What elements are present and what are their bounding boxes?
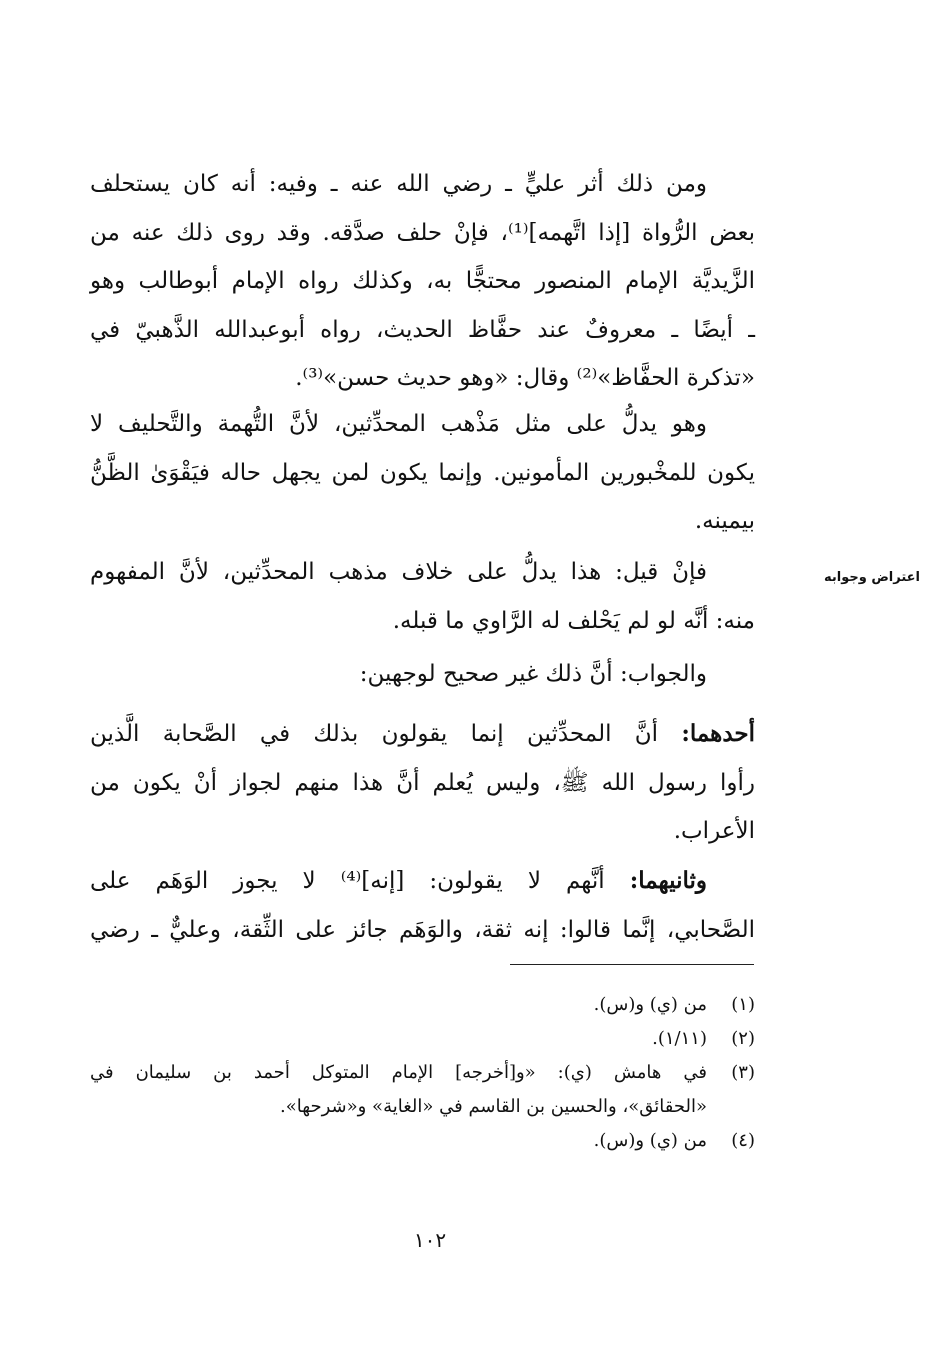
footnote-line: في هامش (ي): «و[أخرجه] الإمام المتوكل أحمد بن سليمان في [90,1062,707,1083]
footnote-line: من (ي) و(س). [593,994,707,1015]
footnote-line: «الحقائق»، والحسين بن القاسم في «الغاية» و«شرحها». [279,1096,707,1117]
paragraph-3 [90,548,755,645]
footnote-text [90,1056,707,1124]
footnote-text [90,988,707,1022]
paragraph-lead: أحدهما: [681,720,755,747]
paragraph-1 [90,160,755,403]
paragraph-6 [90,857,755,954]
footnote-number: (١) [731,994,755,1015]
footnote-number: (٣) [731,1062,755,1083]
paragraph-line: «تذكرة الحفَّاظ»⁽²⁾ وقال: «وهو حديث حسن»⁽³⁾. [295,365,755,391]
paragraph-text: أنَّ المحدِّثين إنما يقولون بذلك في الصَّحابة الَّذين [90,721,682,747]
paragraph-line: الزَّيديَّة الإمام المنصور محتجًّا به، وكذلك رواه الإمام أبوطالب وهو [90,268,755,294]
paragraph-line: ـ أيضًا ـ معروفٌ عند حفَّاظ الحديث، رواه أبوعبدالله الذَّهبيّ في [90,316,755,343]
paragraph-line: وهو يدلُّ على مثل مَذْهب المحدِّثين، لأنَّ التُّهمة والتَّحليف لا [90,411,707,437]
paragraph-line: بيمينه. [694,508,755,534]
paragraph-5 [90,710,755,856]
footnote-divider [510,964,754,965]
paragraph-line [90,857,755,906]
page-number: ١٠٢ [413,1228,447,1252]
footnote-2 [90,1022,755,1056]
paragraph-line: رأوا رسول الله ﷺ، وليس يُعلم أنَّ هذا منهم لجواز أنْ يكون من [90,769,755,796]
paragraph-lead: وثانيهما: [629,867,707,894]
footnote-text [90,1022,707,1056]
paragraph-line: والجواب: أنَّ ذلك غير صحيح لوجهين: [359,661,707,687]
footnotes [90,988,755,1158]
paragraph-line: الأعراب. [673,818,755,844]
paragraph-line: منه: أنَّه لو لم يَحْلف له الرَّاوي ما قبله. [392,607,755,634]
footnote-text [90,1124,707,1158]
footnote-line: (١/١١). [652,1028,707,1049]
paragraph-2 [90,400,755,546]
paragraph-line: يكون للمخْبورين المأمونين. وإنما يكون لمن يجهل حاله فيَقْوَىٰ الظَّنُّ [90,459,755,486]
footnote-3 [90,1056,755,1124]
footnote-number: (٤) [731,1130,755,1151]
paragraph-line: الصَّحابي، إنَّما قالوا: إنه ثقة، والوَهَم جائز على الثِّقة، وعليٌّ ـ رضي [90,916,755,943]
footnote-line: من (ي) و(س). [593,1130,707,1151]
footnote-number: (٢) [731,1028,755,1049]
footnote-4 [90,1124,755,1158]
paragraph-line: فإنْ قيل: هذا يدلُّ على خلاف مذهب المحدِّثين، لأنَّ المفهوم [90,559,707,585]
paragraph-4 [90,650,755,699]
paragraph-line: بعض الرُّواة [إذا اتَّهمه]⁽¹⁾، فإنْ حلف صدَّقه. وقد روى ذلك عنه من [90,219,755,246]
paragraph-line: ومن ذلك أثر عليٍّ ـ رضي الله عنه ـ وفيه: أنه كان يستحلف [90,171,707,197]
margin-note: اعتراض وجوابه [823,570,920,585]
paragraph-line [90,710,755,759]
paragraph-text: أنَّهم لا يقولون: [إنه]⁽⁴⁾ لا يجوز الوَهَم على [90,868,630,894]
footnote-1 [90,988,755,1022]
